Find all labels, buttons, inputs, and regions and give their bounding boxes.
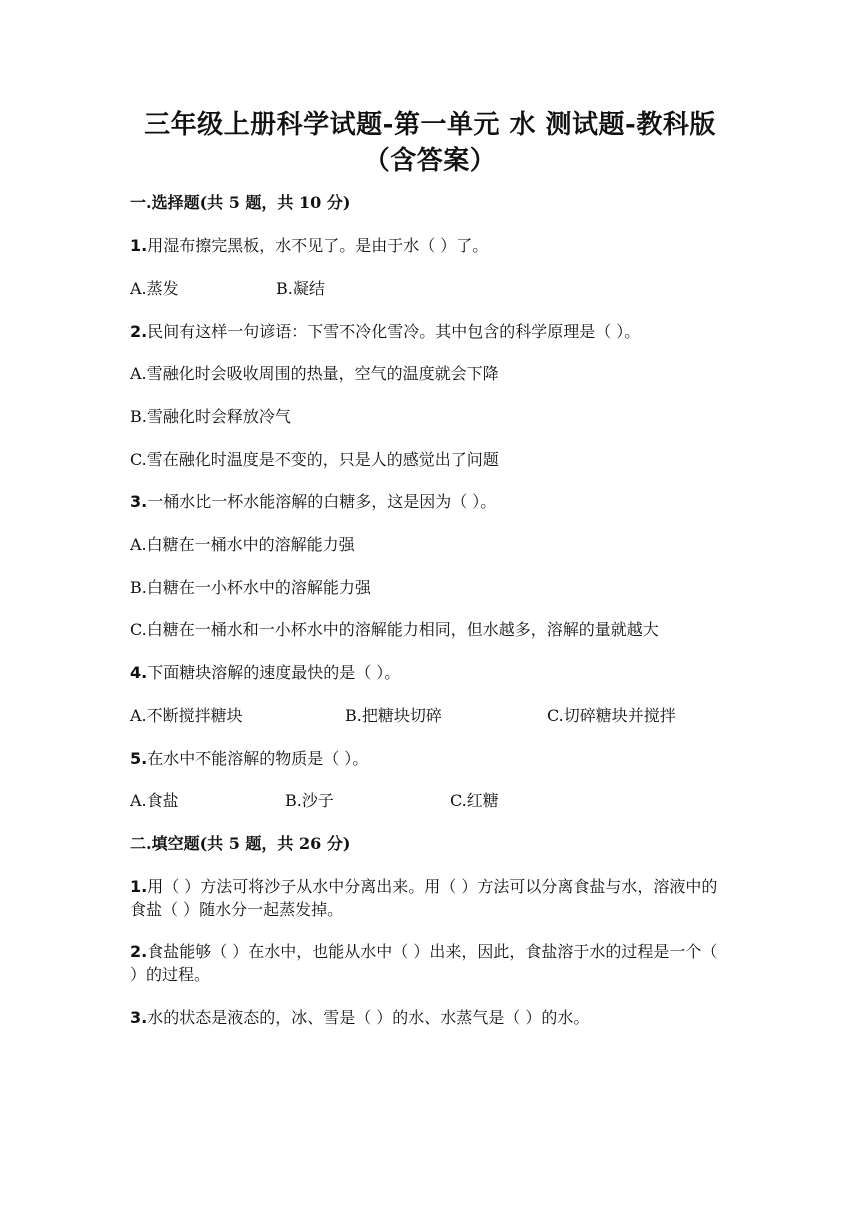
option-b: B.把糖块切碎 — [345, 706, 442, 725]
question-text: 用（ ）方法可将沙子从水中分离出来。用（ ）方法可以分离食盐与水，溶液中的食盐（ ）随水分一起蒸发掉。 — [130, 877, 718, 919]
page-title: 三年级上册科学试题-第一单元 水 测试题-教科版 — [144, 110, 716, 140]
question-text: 在水中不能溶解的物质是（ ）。 — [147, 749, 369, 768]
question-text: 下面糖块溶解的速度最快的是（ ）。 — [147, 663, 401, 682]
question-number: 5. — [130, 749, 148, 768]
question-number: 3. — [130, 1008, 148, 1027]
option-b: B.雪融化时会释放冷气 — [130, 407, 291, 426]
option-a: A.不断搅拌糖块 — [130, 706, 243, 725]
option-a: A.蒸发 — [130, 279, 179, 298]
question-text: 食盐能够（ ）在水中，也能从水中（ ）出来，因此，食盐溶于水的过程是一个（ ）的过程。 — [130, 942, 718, 984]
option-c: C.雪在融化时温度是不变的，只是人的感觉出了问题 — [130, 450, 499, 469]
question-number: 1. — [130, 877, 148, 896]
question-number: 4. — [130, 663, 148, 682]
option-b: B.沙子 — [285, 791, 334, 810]
fill-question-3 — [130, 1006, 724, 1029]
section-heading-choice: 一.选择题(共 5 题，共 10 分) — [130, 193, 351, 212]
question-number: 1. — [130, 236, 148, 255]
question-text: 用湿布擦完黑板，水不见了。是由于水（ ）了。 — [147, 236, 489, 255]
question-5 — [130, 749, 368, 769]
page-subtitle: （含答案） — [363, 146, 497, 176]
fill-question-1 — [130, 875, 724, 921]
question-text: 一桶水比一杯水能溶解的白糖多，这是因为（ ）。 — [147, 492, 497, 511]
question-text: 水的状态是液态的，冰、雪是（ ）的水、水蒸气是（ ）的水。 — [147, 1008, 590, 1027]
option-a: A.食盐 — [130, 791, 179, 810]
question-2 — [130, 322, 640, 342]
question-3 — [130, 492, 496, 512]
option-a: A.雪融化时会吸收周围的热量，空气的温度就会下降 — [130, 364, 499, 383]
option-c: C.白糖在一桶水和一小杯水中的溶解能力相同，但水越多，溶解的量就越大 — [130, 620, 659, 639]
option-a: A.白糖在一桶水中的溶解能力强 — [130, 535, 355, 554]
question-1 — [130, 236, 488, 256]
question-4 — [130, 663, 400, 683]
section-heading-fill: 二.填空题(共 5 题，共 26 分) — [130, 834, 351, 853]
option-c: C.切碎糖块并搅拌 — [547, 706, 676, 725]
option-b: B.凝结 — [276, 279, 325, 298]
question-text: 民间有这样一句谚语：下雪不冷化雪冷。其中包含的科学原理是（ ）。 — [147, 322, 641, 341]
question-number: 3. — [130, 492, 148, 511]
question-number: 2. — [130, 942, 148, 961]
option-b: B.白糖在一小杯水中的溶解能力强 — [130, 578, 371, 597]
fill-question-2 — [130, 940, 724, 986]
option-c: C.红糖 — [450, 791, 499, 810]
question-number: 2. — [130, 322, 148, 341]
